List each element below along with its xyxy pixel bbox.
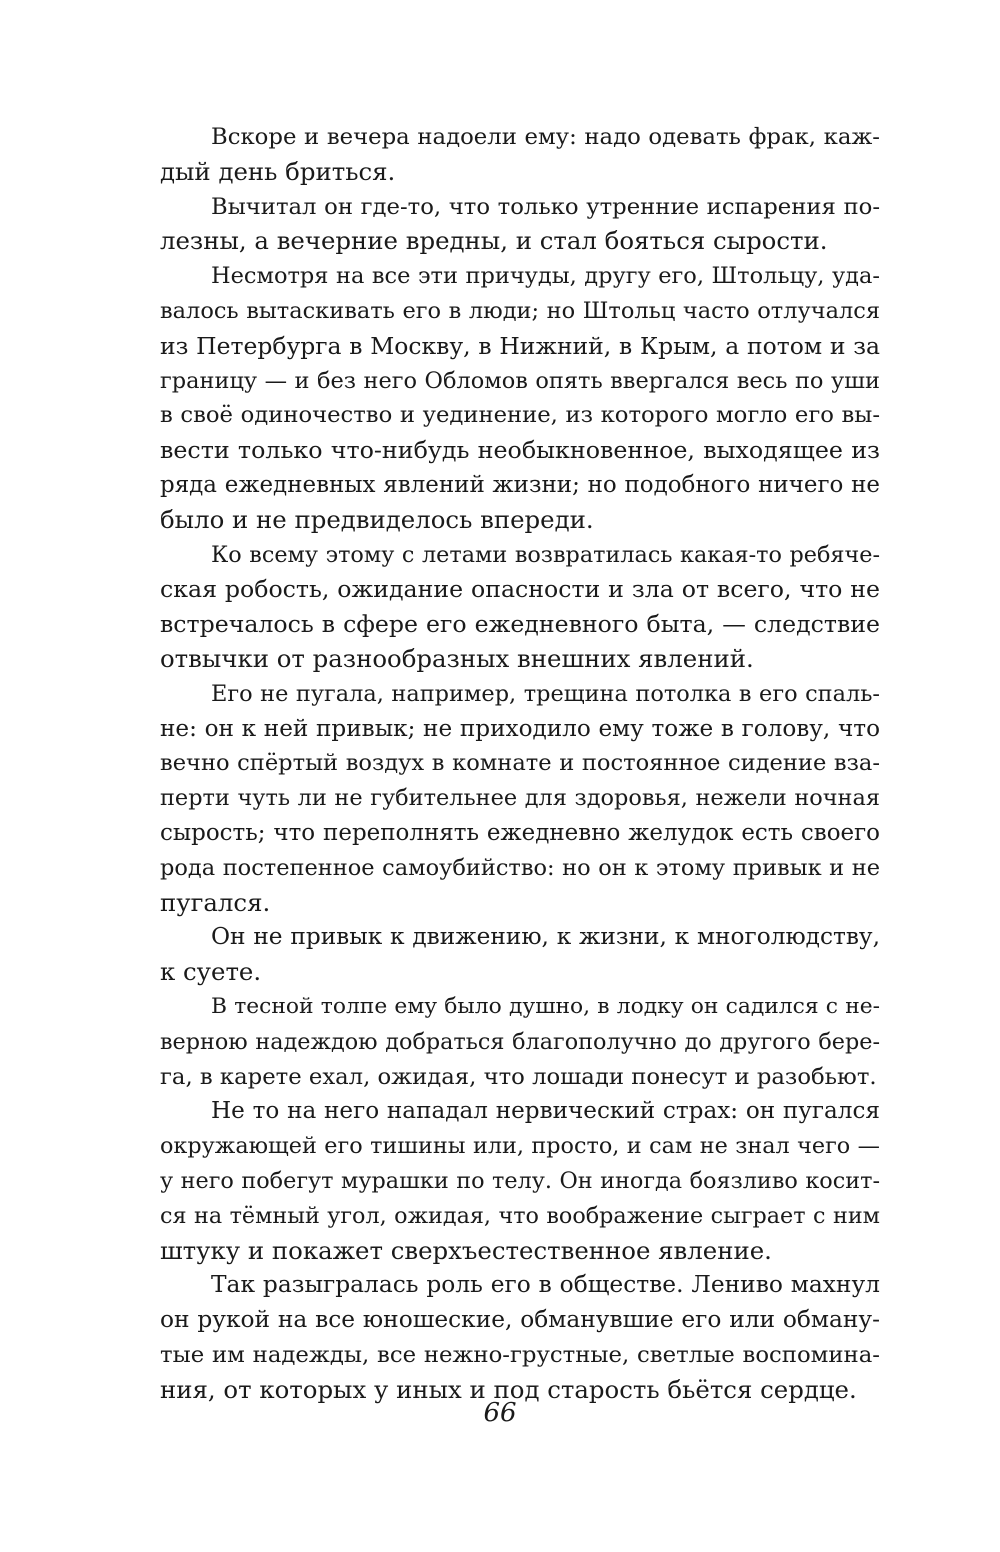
text-line: тые им надежды, все нежно-грустные, светлые воспомина- — [160, 1341, 880, 1368]
text-line: ния, от которых у иных и под старость бьётся сердце. — [160, 1374, 857, 1404]
paragraph — [160, 190, 880, 260]
paragraph — [160, 259, 880, 537]
text-line: Ко всему этому с летами возвратилась какая-то ребяче- — [211, 541, 880, 568]
text-line: отвычки от разнообразных внешних явлений. — [160, 643, 754, 673]
text-line: вечно спёртый воздух в комнате и постоянное сидение вза- — [160, 750, 880, 777]
paragraph — [160, 990, 880, 1094]
text-line: Несмотря на все эти причуды, другу его, Штольцу, уда- — [211, 263, 880, 290]
text-line: ся на тёмный угол, ожидая, что воображение сыграет с ним — [160, 1202, 880, 1229]
text-line: Вычитал он где-то, что только утренние испарения по- — [211, 193, 880, 220]
text-line: лезны, а вечерние вредны, и стал бояться сырости. — [160, 226, 828, 256]
text-line: Его не пугала, например, трещина потолка в его спаль- — [211, 680, 880, 707]
text-line: пугался. — [160, 887, 271, 917]
text-line: Так разыгралась роль его в обществе. Лениво махнул — [211, 1271, 880, 1299]
paragraph — [160, 120, 880, 190]
text-line: у него побегут мурашки по телу. Он иногда боязливо косит- — [160, 1167, 880, 1194]
text-line: рода постепенное самоубийство: но он к этому привык и не — [160, 854, 880, 881]
body-text — [160, 120, 880, 1407]
paragraph — [160, 1094, 880, 1268]
text-line: было и не предвиделось впереди. — [160, 504, 594, 534]
text-line: ряда ежедневных явлений жизни; но подобного ничего не — [160, 471, 880, 498]
text-line: границу — и без него Обломов опять ввергался весь по уши — [160, 367, 880, 394]
text-line: он рукой на все юношеские, обманувшие его или обману- — [160, 1306, 880, 1334]
text-line: ская робость, ожидание опасности и зла от всего, что не — [160, 575, 880, 604]
text-line: В тесной толпе ему было душно, в лодку он садился с не- — [211, 993, 880, 1019]
page-number: 66 — [483, 1398, 517, 1428]
text-line: к суете. — [160, 957, 262, 987]
text-line: Вскоре и вечера надоели ему: надо одевать фрак, каж- — [211, 124, 880, 150]
text-line: дый день бриться. — [160, 156, 396, 186]
text-line: вести только что-нибудь необыкновенное, выходящее из — [160, 436, 880, 465]
text-line: перти чуть ли не губительнее для здоровья, нежели ночная — [160, 785, 880, 812]
text-line: верною надеждою добраться благополучно до другого бере- — [160, 1028, 880, 1055]
text-line: штуку и покажет сверхъестественное явление. — [160, 1235, 772, 1265]
text-line: не: он к ней привык; не приходило ему тоже в голову, что — [160, 715, 880, 742]
paragraph — [160, 538, 880, 677]
text-line: в своё одиночество и уединение, из которого могло его вы- — [160, 402, 880, 429]
text-line: Он не привык к движению, к жизни, к многолюдству, — [211, 923, 880, 951]
text-line: Не то на него нападал нервический страх: он пугался — [211, 1098, 880, 1125]
text-line: окружающей его тишины или, просто, и сам не знал чего — — [160, 1133, 880, 1160]
text-line: га, в карете ехал, ожидая, что лошади понесут и разобьют. — [160, 1063, 877, 1090]
text-line: из Петербурга в Москву, в Нижний, в Крым, а потом и за — [160, 331, 880, 360]
paragraph — [160, 920, 880, 990]
text-line: сырость; что переполнять ежедневно желудок есть своего — [160, 819, 880, 846]
paragraph — [160, 677, 880, 921]
paragraph — [160, 1268, 880, 1407]
text-line: встречалось в сфере его ежедневного быта, — следствие — [160, 610, 880, 639]
text-line: валось вытаскивать его в люди; но Штольц часто отлучался — [160, 297, 880, 324]
